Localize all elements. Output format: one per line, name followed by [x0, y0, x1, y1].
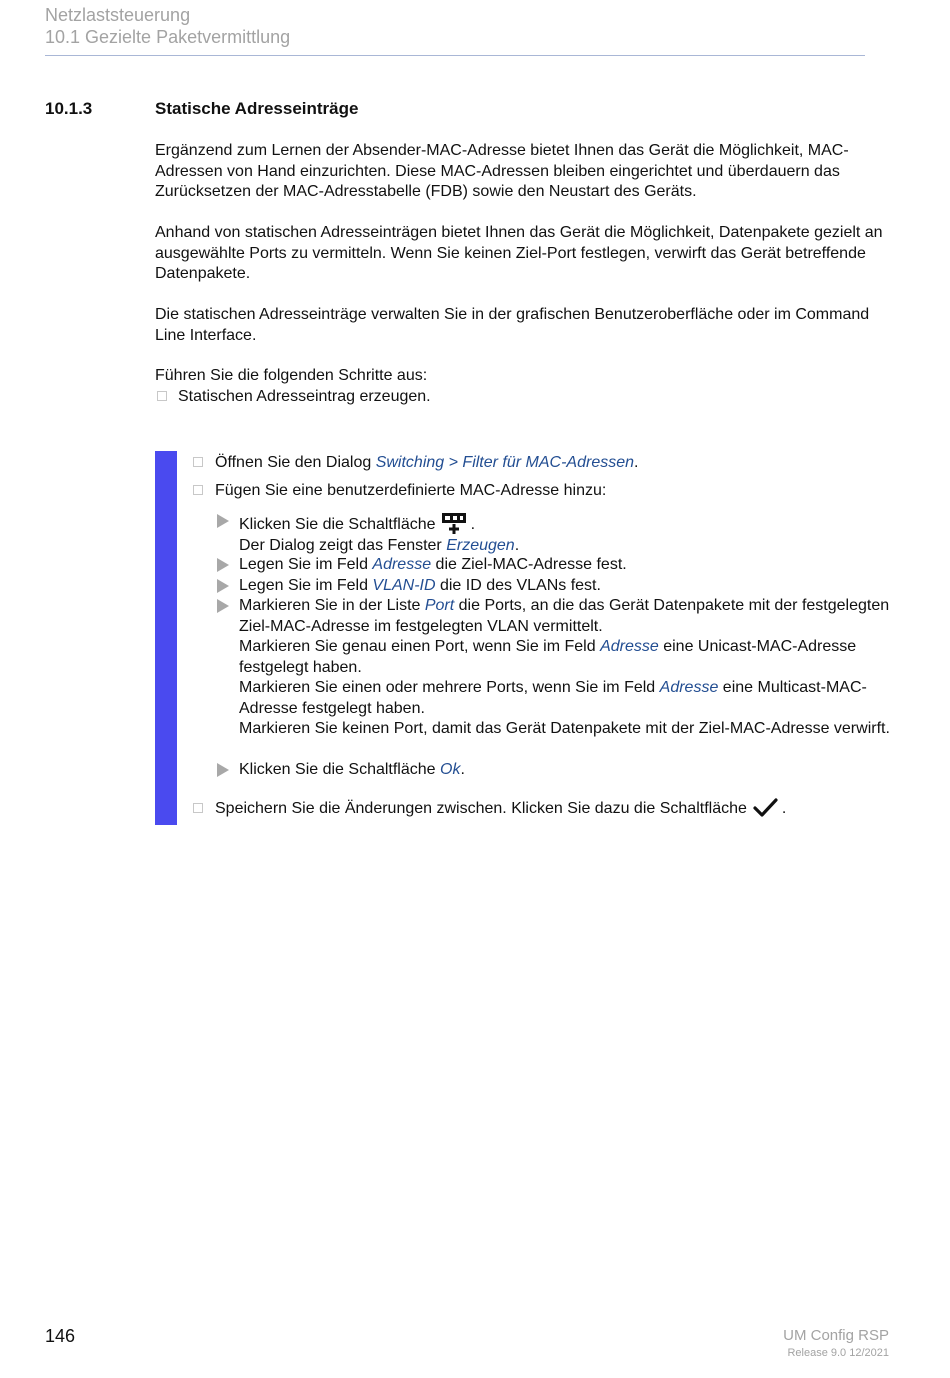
page-number: 146 — [45, 1326, 76, 1346]
steps-intro-text: Führen Sie die folgenden Schritte aus: — [155, 367, 428, 384]
triangle-bullet-icon — [217, 579, 229, 593]
substep-text: Legen Sie im Feld — [239, 556, 373, 573]
outer-step-text: Statischen Adresseintrag erzeugen. — [178, 387, 431, 405]
substep-text-end: die ID des VLANs fest. — [435, 577, 601, 594]
substep-set-vlan — [217, 576, 897, 597]
checkbox-icon — [193, 457, 203, 467]
step-text-end: . — [781, 800, 787, 817]
footer-release: Release 9.0 12/2021 — [787, 1347, 889, 1359]
footer-doc-title: UM Config RSP — [783, 1327, 889, 1344]
substep-text: Markieren Sie keinen Port, damit das Gerät Datenpakete mit der Ziel-MAC-Adresse verwirft. — [239, 720, 890, 737]
section-title: Statische Adresseinträge — [155, 99, 359, 118]
menu-path: Switching > Filter für MAC-Adressen — [375, 454, 635, 471]
button-name: Ok — [440, 761, 461, 778]
substep-text: Markieren Sie genau einen Port, wenn Sie im Feld — [239, 638, 601, 655]
checkbox-icon — [193, 803, 203, 813]
triangle-bullet-icon — [217, 763, 229, 777]
step-add-mac — [193, 481, 893, 502]
substep-text: Markieren Sie in der Liste — [239, 597, 425, 614]
step-text: Fügen Sie eine benutzerdefinierte MAC-Adresse hinzu: — [215, 482, 607, 499]
triangle-bullet-icon — [217, 599, 229, 613]
substep-text-end: die Ziel-MAC-Adresse fest. — [431, 556, 627, 573]
section-number: 10.1.3 — [45, 99, 93, 118]
substep-text: Klicken Sie die Schaltfläche — [239, 516, 436, 533]
substep-text: Markieren Sie einen oder mehrere Ports, wenn Sie im Feld — [239, 679, 660, 696]
substep-text-end: . — [470, 516, 476, 533]
substep-click-ok — [217, 760, 897, 781]
field-name: Adresse — [600, 638, 659, 655]
step-save-changes — [193, 797, 893, 820]
substep-set-address — [217, 555, 897, 576]
substep-text: Der Dialog zeigt das Fenster — [239, 536, 447, 554]
step-text: Öffnen Sie den Dialog — [215, 454, 376, 471]
paragraph-steps-intro — [155, 366, 895, 407]
triangle-bullet-icon — [217, 558, 229, 572]
paragraph-intro: Ergänzend zum Lernen der Absender-MAC-Adresse bietet Ihnen das Gerät die Möglichkeit, MAC-Adressen von Hand einzurichten. Diese MAC-Adressen bleiben eingerichtet und überdauern das Zurücksetzen der MAC-Adresstabelle (FDB) sowie den Neustart des Geräts. — [155, 142, 849, 200]
header-divider — [45, 55, 865, 56]
substep-text-end: . — [514, 536, 520, 554]
substep-text-end: eine Multicast-MAC-Adresse festgelegt haben. — [239, 679, 867, 717]
checkmark-icon — [751, 797, 781, 819]
substep-mark-ports — [217, 596, 897, 740]
paragraph-forwarding: Anhand von statischen Adresseinträgen bietet Ihnen das Gerät die Möglichkeit, Datenpakete gezielt an ausgewählte Ports zu vermitteln. Wenn Sie keinen Ziel-Port festlegen, verwirft das Gerät betreffende Datenpakete. — [155, 224, 883, 282]
substep-click-create — [217, 511, 897, 556]
triangle-bullet-icon — [217, 514, 229, 528]
step-open-dialog — [193, 453, 893, 474]
field-name: Adresse — [659, 679, 719, 696]
field-name: Adresse — [372, 556, 432, 573]
substep-text: Klicken Sie die Schaltfläche — [239, 761, 440, 778]
list-name: Port — [424, 597, 455, 614]
instruction-accent-bar — [155, 451, 177, 825]
substep-text-end: die Ports, an die das Gerät Datenpakete mit der festgelegten Ziel-MAC-Adresse im festgelegten VLAN vermittelt. — [239, 597, 890, 635]
outer-step — [155, 387, 895, 408]
step-text-end: . — [634, 454, 639, 471]
running-header-section: 10.1 Gezielte Paketvermittlung — [45, 27, 291, 47]
checkbox-icon — [157, 391, 167, 401]
substep-text: Legen Sie im Feld — [239, 577, 373, 594]
window-name: Erzeugen — [446, 536, 515, 554]
running-header-chapter: Netzlaststeuerung — [45, 5, 191, 25]
paragraph-management: Die statischen Adresseinträge verwalten Sie in der grafischen Benutzeroberfläche oder im Command Line Interface. — [155, 306, 870, 344]
substep-text-end: eine Unicast-MAC-Adresse festgelegt haben. — [239, 638, 857, 676]
substep-text-end: . — [460, 761, 465, 778]
field-name: VLAN-ID — [372, 577, 436, 594]
add-table-entry-icon — [440, 511, 470, 535]
step-text: Speichern Sie die Änderungen zwischen. Klicken Sie dazu die Schaltfläche — [215, 800, 747, 817]
checkbox-icon — [193, 485, 203, 495]
